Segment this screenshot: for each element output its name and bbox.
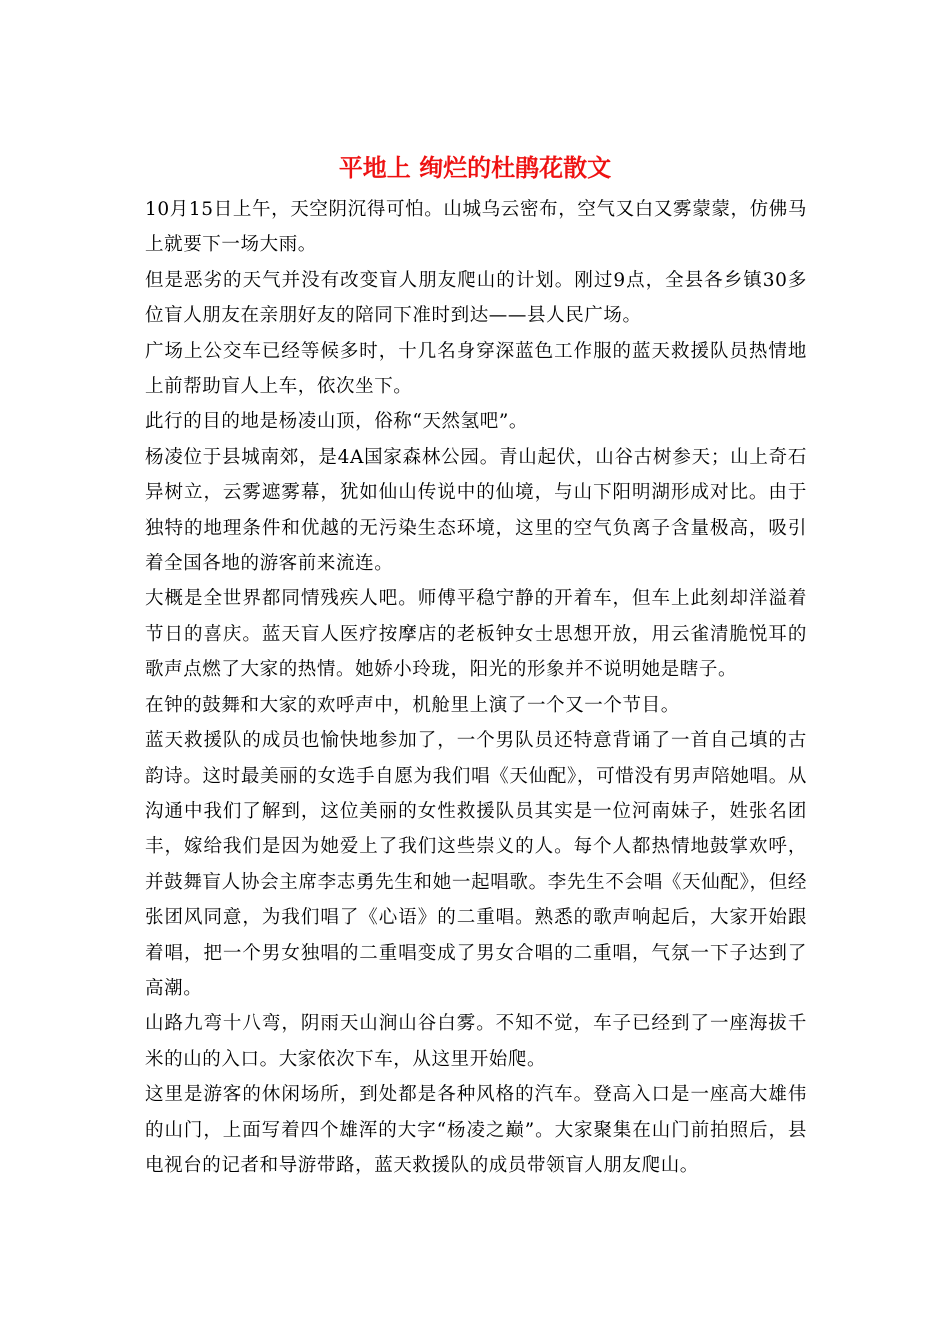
paragraph: 大概是全世界都同情残疾人吧。师傅平稳宁静的开着车，但车上此刻却洋溢着节日的喜庆。蓝天盲人医疗按摩店的老板钟女士思想开放，用云雀清脆悦耳的歌声点燃了大家的热情。她娇小玲珑，阳光的形象并不说明她是瞎子。: [145, 588, 807, 681]
paragraph: 但是恶劣的天气并没有改变盲人朋友爬山的计划。刚过9点，全县各乡镇30多位盲人朋友在亲朋好友的陪同下准时到达——县人民广场。: [145, 269, 807, 327]
paragraph: 山路九弯十八弯，阴雨天山涧山谷白雾。不知不觉，车子已经到了一座海拔千米的山的入口。大家依次下车，从这里开始爬。: [145, 1013, 807, 1070]
paragraph: 此行的目的地是杨凌山顶，俗称“天然氢吧”。: [145, 411, 529, 433]
paragraph: 这里是游客的休闲场所，到处都是各种风格的汽车。登高入口是一座高大雄伟的山门，上面写着四个雄浑的大字“杨凌之巅”。大家聚集在山门前拍照后，县电视台的记者和导游带路，蓝天救援队的成员带领盲人朋友爬山。: [145, 1084, 807, 1176]
paragraph: 广场上公交车已经等候多时，十几名身穿深蓝色工作服的蓝天救援队员热情地上前帮助盲人上车，依次坐下。: [145, 340, 807, 398]
document-body: [145, 192, 807, 1183]
paragraph: 杨凌位于县城南郊，是4A国家森林公园。青山起伏，山谷古树参天；山上奇石异树立，云雾遮雾幕，犹如仙山传说中的仙境，与山下阳明湖形成对比。由于独特的地理条件和优越的无污染生态环境，这里的空气负离子含量极高，吸引着全国各地的游客前来流连。: [145, 446, 807, 575]
paragraph: 在钟的鼓舞和大家的欢呼声中，机舱里上演了一个又一个节目。: [145, 694, 680, 716]
paragraph: 蓝天救援队的成员也愉快地参加了，一个男队员还特意背诵了一首自己填的古韵诗。这时最美丽的女选手自愿为我们唱《天仙配》，可惜没有男声陪她唱。从沟通中我们了解到，这位美丽的女性救援队员其实是一位河南妹子，姓张名团丰，嫁给我们是因为她爱上了我们这些崇义的人。每个人都热情地鼓掌欢呼，并鼓舞盲人协会主席李志勇先生和她一起唱歌。李先生不会唱《天仙配》，但经张团风同意，为我们唱了《心语》的二重唱。熟悉的歌声响起后，大家开始跟着唱，把一个男女独唱的二重唱变成了男女合唱的二重唱，气氛一下子达到了高潮。: [145, 730, 807, 999]
paragraph: 10月15日上午，天空阴沉得可怕。山城乌云密布，空气又白又雾蒙蒙，仿佛马上就要下一场大雨。: [145, 199, 807, 256]
document-title: 平地上 绚烂的杜鹃花散文: [338, 153, 612, 182]
